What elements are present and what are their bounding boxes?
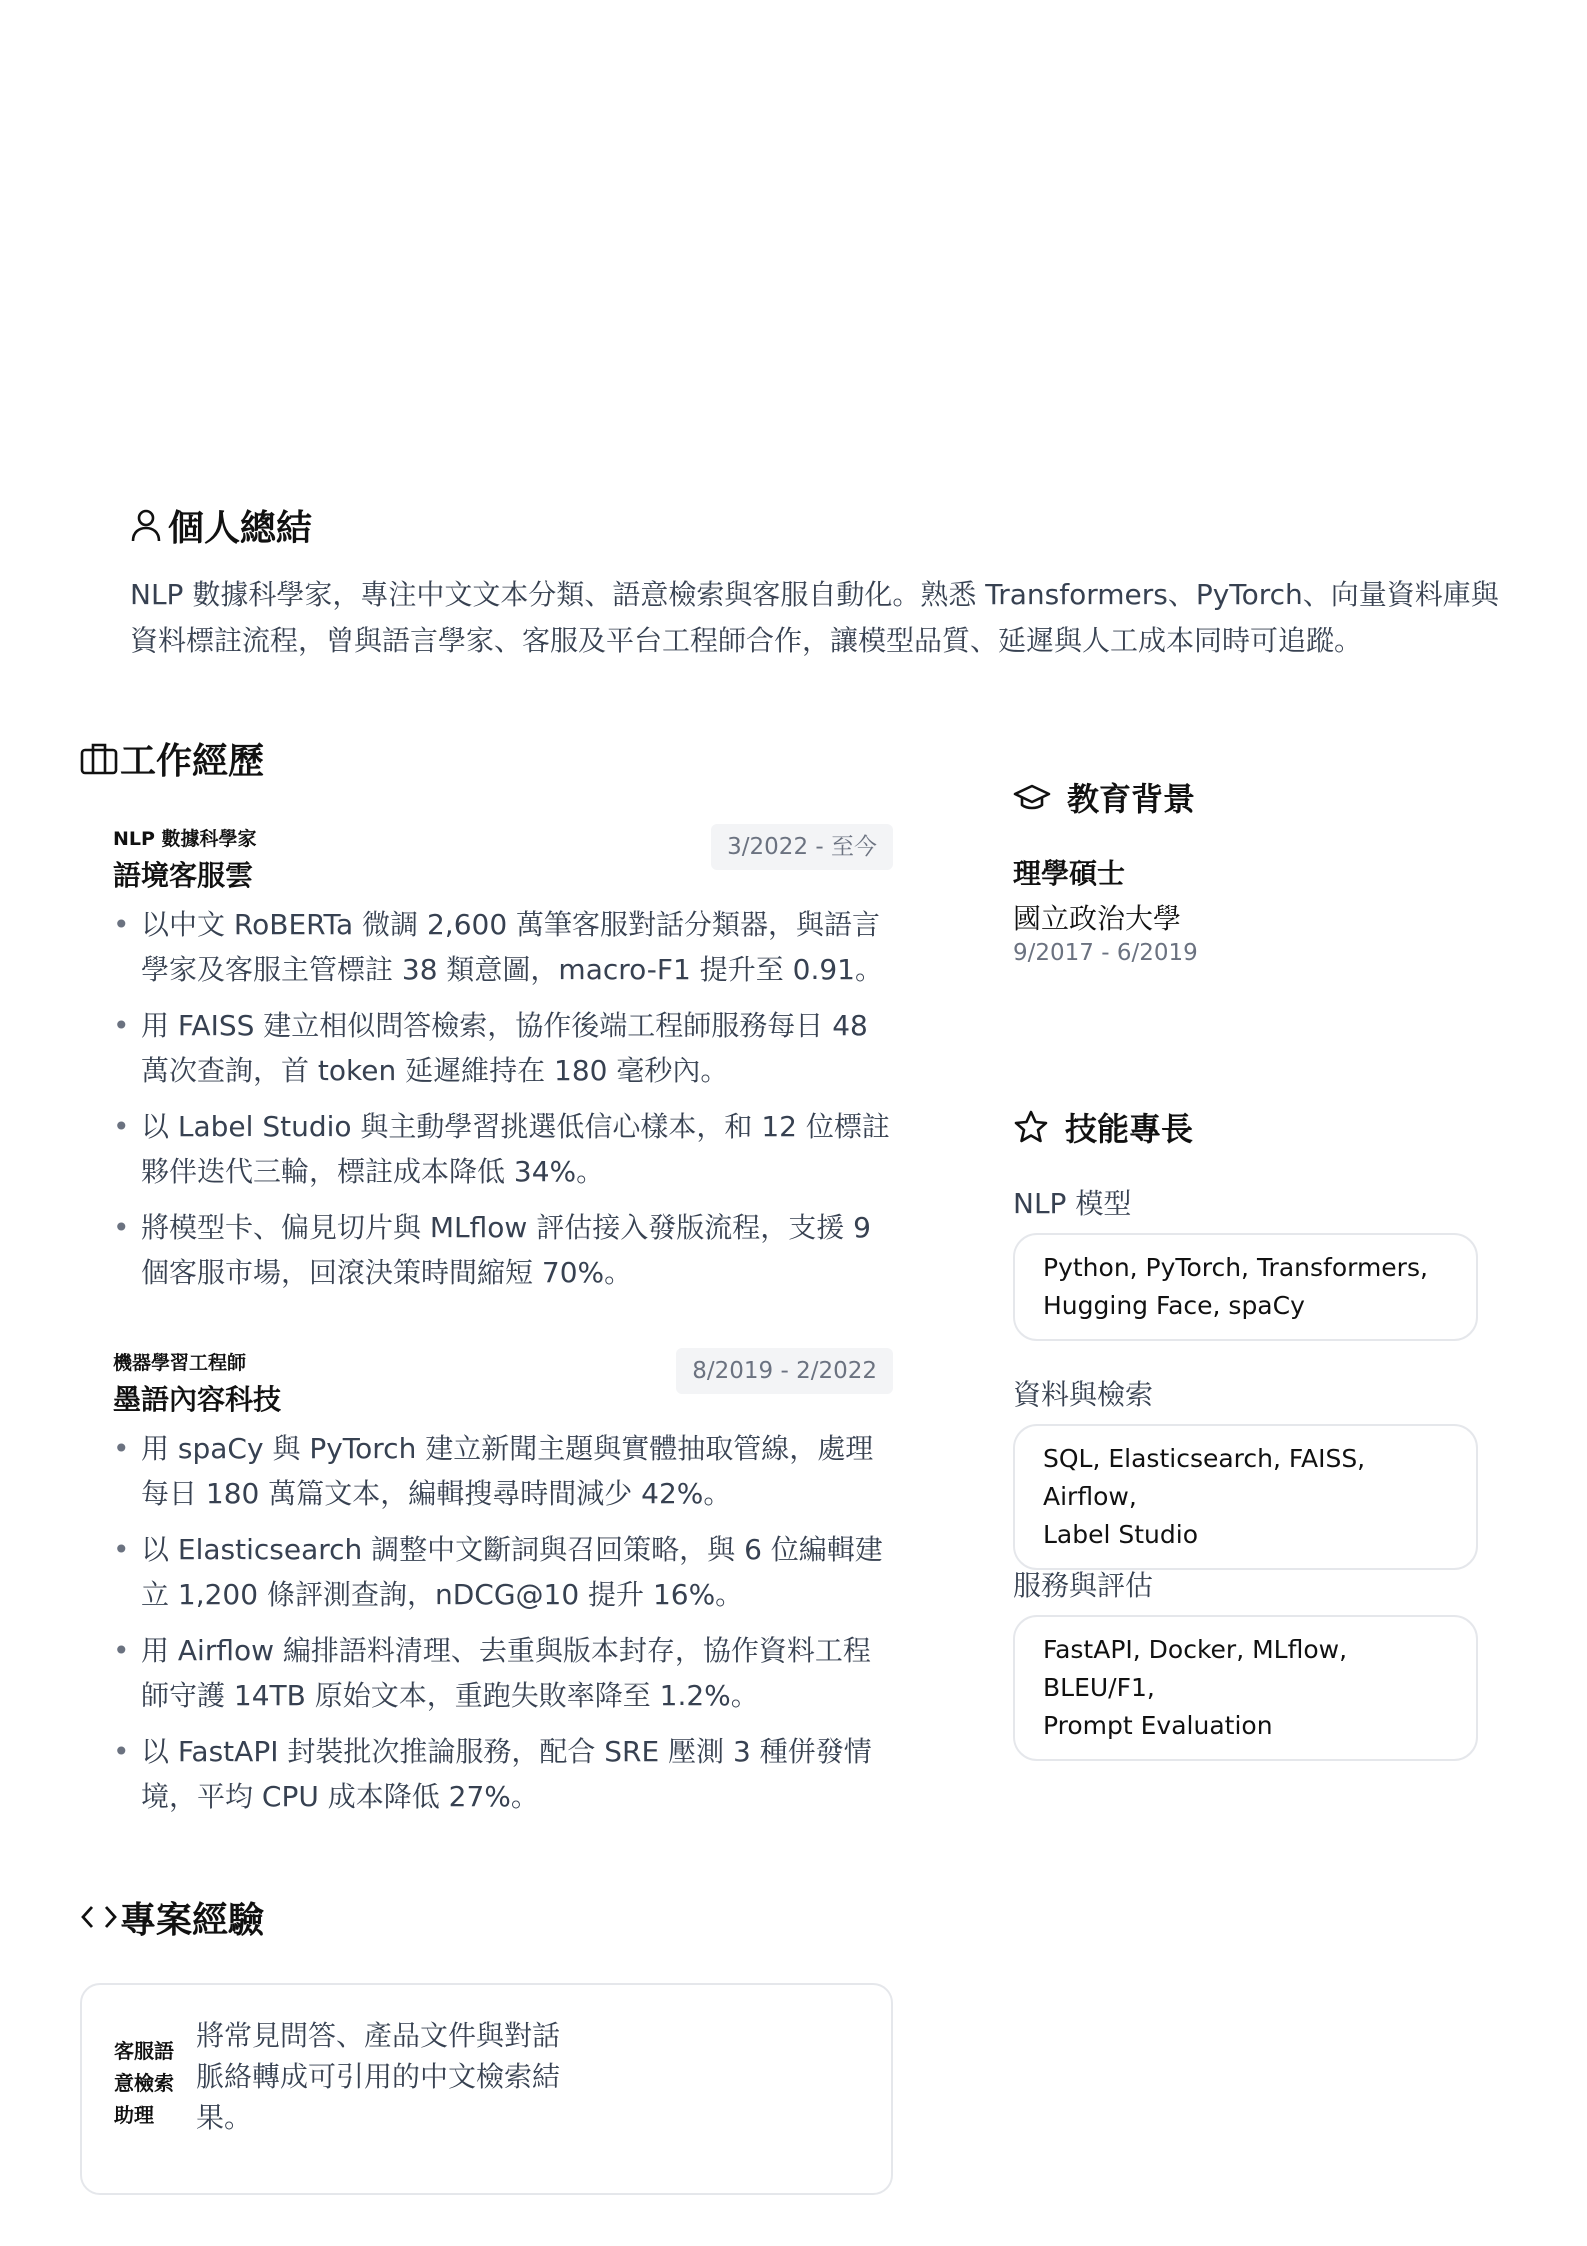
- job-company: 語境客服雲: [113, 859, 254, 892]
- job-bullet: • 以中文 RoBERTa 微調 2,600 萬筆客服對話分類器，與語言 學家及客服主管標註 38 類意圖，macro-F1 提升至 0.91。: [113, 902, 893, 992]
- code-icon: [80, 1902, 118, 1932]
- summary-line: 資料標註流程，曾與語言學家、客服及平台工程師合作，讓模型品質、延遲與人工成本同時可追蹤。: [130, 624, 1363, 657]
- job-bullet: • 以 FastAPI 封裝批次推論服務，配合 SRE 壓測 3 種併發情 境，平均 CPU 成本降低 27%。: [113, 1729, 893, 1819]
- job-bullet: • 將模型卡、偏見切片與 MLflow 評估接入發版流程，支援 9 個客服市場，回滾決策時間縮短 70%。: [113, 1205, 893, 1295]
- skill-category: 資料與檢索: [1013, 1378, 1154, 1411]
- job-company: 墨語內容科技: [113, 1383, 282, 1416]
- job-bullet: • 用 Airflow 編排語料清理、去重與版本封存，協作資料工程 師守護 14TB 原始文本，重跑失敗率降至 1.2%。: [113, 1628, 893, 1718]
- education-degree: 理學碩士: [1013, 857, 1126, 890]
- skill-category: 服務與評估: [1013, 1569, 1154, 1602]
- summary-heading: [130, 500, 312, 550]
- project-name: 客服語 意檢索 助理: [114, 2039, 174, 2127]
- job-bullet: • 以 Elasticsearch 調整中文斷詞與召回策略，與 6 位編輯建 立 1,200 條評測查詢，nDCG@10 提升 16%。: [113, 1527, 893, 1617]
- skills-heading: [1013, 1102, 1193, 1152]
- job-bullet: • 用 FAISS 建立相似問答檢索，協作後端工程師服務每日 48 萬次查詢，首 token 延遲維持在 180 毫秒內。: [113, 1003, 893, 1093]
- job-entry: [113, 1348, 893, 1830]
- user-icon: [130, 507, 162, 543]
- job-bullet: • 用 spaCy 與 PyTorch 建立新聞主題與實體抽取管線，處理 每日 180 萬篇文本，編輯搜尋時間減少 42%。: [113, 1426, 893, 1516]
- skill-list: Python, PyTorch, Transformers, Hugging Face, spaCy: [1013, 1233, 1478, 1341]
- job-bullets: [113, 902, 893, 1295]
- job-role: 機器學習工程師: [113, 1352, 247, 1374]
- experience-title: 工作經歷: [120, 740, 265, 782]
- job-entry: [113, 824, 893, 1306]
- education-dates: 9/2017 - 6/2019: [1013, 940, 1198, 966]
- summary-title: 個人總結: [168, 507, 313, 549]
- graduation-cap-icon: [1013, 782, 1051, 812]
- project-card: [80, 1983, 893, 2195]
- skills-title: 技能專長: [1065, 1110, 1194, 1148]
- project-description: 將常見問答、產品文件與對話 脈絡轉成可引用的中文檢索結 果。: [196, 2019, 561, 2134]
- job-role: NLP 數據科學家: [113, 828, 257, 850]
- job-bullets: [113, 1426, 893, 1819]
- summary-text: [130, 572, 1530, 664]
- skill-list: FastAPI, Docker, MLflow, BLEU/F1, Prompt Evaluation: [1013, 1615, 1478, 1761]
- job-dates: 8/2019 - 2/2022: [676, 1348, 893, 1394]
- experience-heading: [80, 733, 264, 783]
- projects-title: 專案經驗: [120, 1899, 265, 1941]
- education-school: 國立政治大學: [1013, 902, 1182, 935]
- job-dates: 3/2022 - 至今: [711, 824, 893, 870]
- job-bullet: • 以 Label Studio 與主動學習挑選低信心樣本，和 12 位標註 夥伴迭代三輪，標註成本降低 34%。: [113, 1104, 893, 1194]
- education-heading: [1013, 772, 1195, 822]
- briefcase-icon: [80, 741, 118, 775]
- education-title: 教育背景: [1067, 780, 1196, 818]
- summary-line: NLP 數據科學家，專注中文文本分類、語意檢索與客服自動化。熟悉 Transformers、PyTorch、向量資料庫與: [130, 578, 1499, 611]
- projects-heading: [80, 1892, 264, 1942]
- star-icon: [1013, 1109, 1049, 1145]
- skill-category: NLP 模型: [1013, 1187, 1132, 1220]
- skill-list: SQL, Elasticsearch, FAISS, Airflow, Label Studio: [1013, 1424, 1478, 1570]
